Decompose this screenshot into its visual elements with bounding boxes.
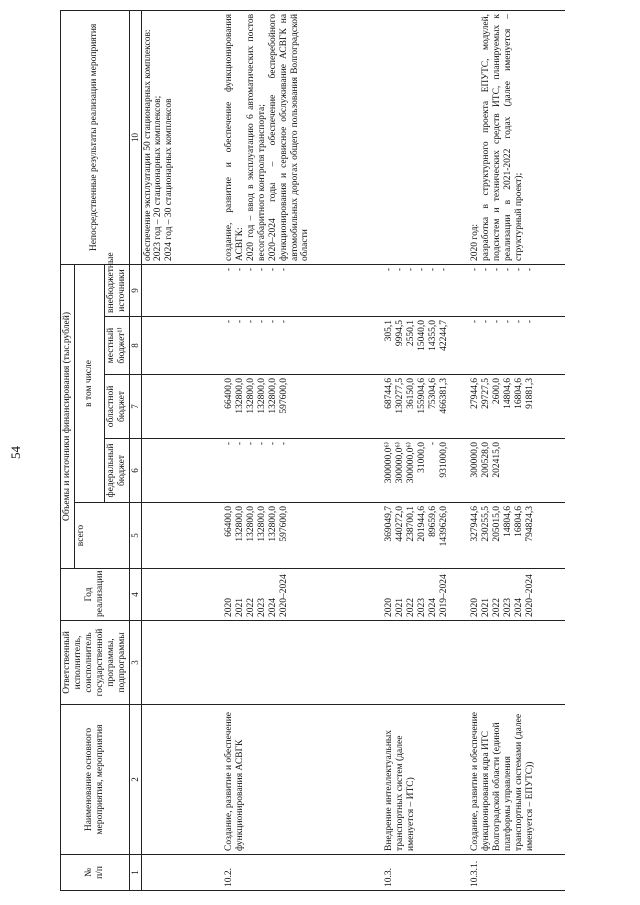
row-responsible — [383, 621, 469, 705]
row-number: 10.3. — [383, 855, 469, 891]
header-funding: Объемы и источники финансирования (тыс.рублей) — [61, 264, 75, 568]
row-responsible — [469, 621, 565, 705]
colnum: 9 — [129, 264, 141, 316]
colnum: 6 — [129, 439, 141, 503]
colnum: 1 — [129, 855, 141, 891]
header-extra: внебюджетные источники — [104, 264, 129, 316]
row-total: 327944,6 230255,5 205015,0 14804,6 16804,6 794824,3 — [469, 503, 565, 569]
header-results: Непосредственные результаты реализации мероприятия — [61, 10, 130, 264]
row-regional: 27944,6 29727,5 2600,0 14804,6 16804,6 91881,3 — [469, 375, 565, 439]
header-federal: федеральный бюджет — [104, 439, 129, 503]
row-name: Создание, развитие и обеспечение функционирования АСВГК — [223, 705, 383, 855]
header-regional: областной бюджет — [104, 375, 129, 439]
row-regional — [141, 375, 223, 439]
colnum: 8 — [129, 317, 141, 375]
row-local: - - - - - - — [469, 317, 565, 375]
colnum: 10 — [129, 10, 141, 264]
row-total — [141, 503, 223, 569]
row-years: 2020 2021 2022 2023 2024 2020–2024 — [223, 569, 383, 621]
table-row — [469, 10, 565, 890]
header-including: в том числе — [74, 264, 104, 502]
row-responsible — [223, 621, 383, 705]
row-total: 66400,0 132800,0 132800,0 132800,0 132800,0 597600,0 — [223, 503, 383, 569]
row-number: 10.3.1. — [469, 855, 565, 891]
row-result: создание, развитие и обеспечение функционирования АСВГК: 2020 год – ввод в эксплуатацию 6 автоматических постов весогабаритного контроля транспорта; 2020–2024 годы – обеспечение бесперебойного функционирования и сервисное обслуживание АСВГК на автомобильных дорогах общего пользования Волгоградской области — [223, 10, 383, 264]
row-federal: 300000,0⁶⁾ 300000,0⁶⁾ 300000,0⁶⁾ 31000,0 - 931000,0 — [383, 439, 469, 503]
row-federal: - - - - - - — [223, 439, 383, 503]
row-regional: 66400,0 132800,0 132800,0 132800,0 132800,0 597600,0 — [223, 375, 383, 439]
row-name — [141, 705, 223, 855]
row-number — [141, 855, 223, 891]
colnum: 3 — [129, 621, 141, 705]
row-name: Создание, развитие и обеспечение функционирования ядра ИТС Волгоградской области (единой платформы управления транспортными системами (далее именуется – ЕПУТС)) — [469, 705, 565, 855]
header-responsible: Ответственный исполнитель, соисполнитель государственной программы, подпрограммы — [61, 621, 130, 705]
row-responsible — [141, 621, 223, 705]
row-federal — [141, 439, 223, 503]
column-numbers-row — [129, 10, 141, 890]
header-number: № п/п — [61, 855, 130, 891]
row-name: Внедрение интеллектуальных транспортных систем (далее именуется – ИТС) — [383, 705, 469, 855]
colnum: 4 — [129, 569, 141, 621]
header-name: Наименование основного мероприятия, мероприятия — [61, 705, 130, 855]
row-local: 305,1 9994,5 2550,1 15040,0 14355,0 42244,7 — [383, 317, 469, 375]
row-number: 10.2. — [223, 855, 383, 891]
table-row — [223, 10, 383, 890]
row-federal: 300000,0 200528,0 202415,0 — [469, 439, 565, 503]
row-local: - - - - - - — [223, 317, 383, 375]
row-years — [141, 569, 223, 621]
program-table — [60, 10, 565, 891]
row-extra — [141, 264, 223, 316]
header-local: местный бюджет¹⁾ — [104, 317, 129, 375]
header-total: всего — [74, 503, 129, 569]
row-years: 2020 2021 2022 2023 2024 2019–2024 — [383, 569, 469, 621]
colnum: 7 — [129, 375, 141, 439]
colnum: 5 — [129, 503, 141, 569]
table-row — [383, 10, 469, 890]
row-local — [141, 317, 223, 375]
colnum: 2 — [129, 705, 141, 855]
row-result — [383, 10, 469, 264]
row-extra: - - - - - - — [383, 264, 469, 316]
row-total: 369049,7 440272,0 238700,1 201944,6 89659,6 1439626,0 — [383, 503, 469, 569]
page-number-label: 54 — [8, 446, 23, 459]
row-result: 2020 год: разработка в структурного проекта ЕПУТС, модулей, подсистем и технических средств ИТС, планируемых к реализации в 2021-2022 годах (далее именуется – структурный проект); — [469, 10, 565, 264]
row-regional: 68744,6 130277,5 36150,0 155904,6 75304,6 466381,3 — [383, 375, 469, 439]
row-years: 2020 2021 2022 2023 2024 2020–2024 — [469, 569, 565, 621]
row-extra: - - - - - - — [469, 264, 565, 316]
row-extra: - - - - - - — [223, 264, 383, 316]
table-row — [141, 10, 223, 890]
header-year: Год реализации — [61, 569, 130, 621]
row-result: обеспечение эксплуатации 50 стационарных комплексов: 2023 год – 20 стационарных комплексов; 2024 год – 30 стационарных комплексов — [141, 10, 223, 264]
